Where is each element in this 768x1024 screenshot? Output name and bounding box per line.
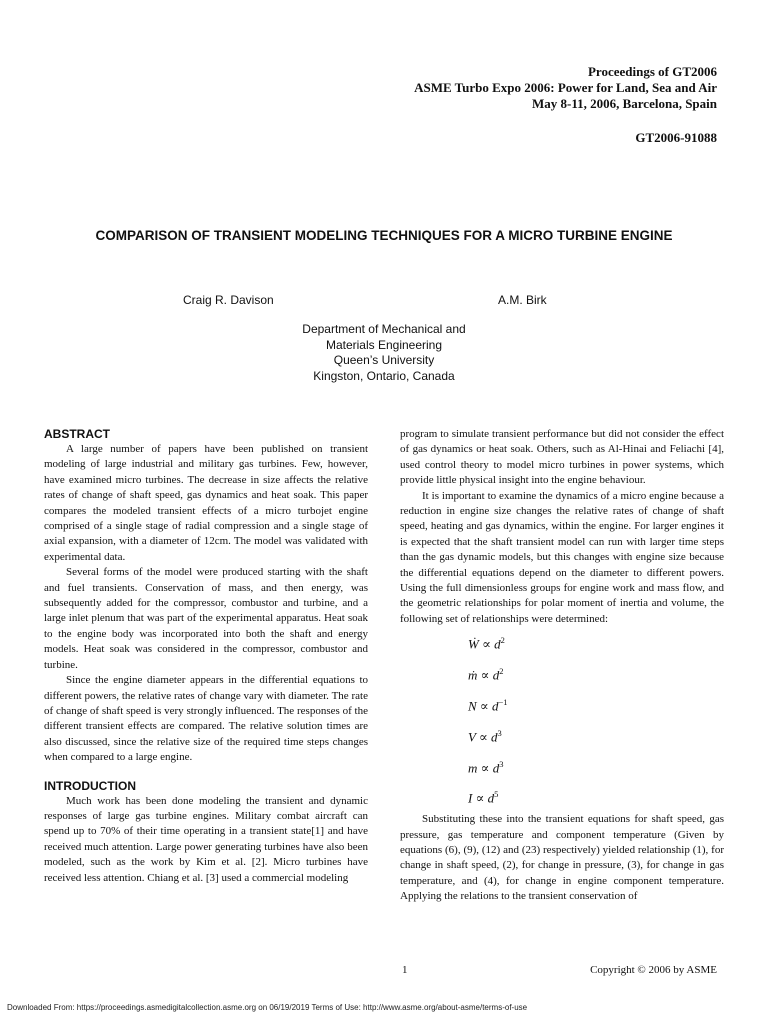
equation: ṁ ∝ $d^2$ xyxy=(468,666,504,683)
right-column xyxy=(400,427,724,905)
equation: $N \propto d^{-1}$ xyxy=(468,696,508,714)
abstract-paragraph: Several forms of the model were produced starting with the shaft and fuel transients. Conservation of mass, and then energy, was subsequently added for the compressor, combustor and turbine, and a large inlet plenum that was part of the experimental apparatus. Heat soak to the engine body was incorporated into both the shaft and energy models. Heat soak was considered in the compressor, combustor and turbine. xyxy=(44,566,368,671)
conference-name: ASME Turbo Expo 2006: Power for Land, Sea and Air xyxy=(414,80,717,95)
equation: Ẇ ∝ $d^2$ xyxy=(468,635,505,652)
abstract-heading: ABSTRACT xyxy=(44,427,110,441)
body-paragraph-continued: program to simulate transient performance but did not consider the effect of gas dynamics or heat soak. Others, such as Al-Hinai and Feliachi [4], used control theory to model micro turbines in power systems, which provide little physical insight into the engine behaviour. xyxy=(400,428,724,487)
conference-dates-location: May 8-11, 2006, Barcelona, Spain xyxy=(531,96,717,111)
proceedings-header xyxy=(414,64,717,112)
affiliation xyxy=(234,322,534,384)
download-notice: Downloaded From: https://proceedings.asmedigitalcollection.asme.org on 06/19/2019 Terms of Use: http://www.asme.org/about-asme/terms-of-use xyxy=(7,1003,528,1012)
abstract-paragraph: A large number of papers have been published on transient modeling of large industrial and military gas turbines. Few, however, have examined micro turbines. The decrease in size affects the relative rates of change of shaft speed, gas dynamics and heat soak. This paper compares the modeled transient effects of a micro turbojet engine comprised of a single stage of radial compression and a single stage of axial expansion, with a diameter of 12cm. The model was validated with experimental data. xyxy=(44,443,368,563)
body-paragraph: It is important to examine the dynamics of a micro engine because a reduction in engine size changes the relative rates of change of shaft speed, heating and gas dynamics, within the engine. For larger engines it is expected that the shaft transient model can run with larger time steps than the gas dynamic models, but this changes with engine size because the differential equations depend on the diameter to different powers. Using the full dimensionless groups for engine work and mass flow, and the geometric relationships for polar moment of inertia and volume, the following set of relationships were determined: xyxy=(400,489,724,625)
copyright-notice: Copyright © 2006 by ASME xyxy=(590,964,717,976)
proceedings-title: Proceedings of GT2006 xyxy=(587,64,717,79)
abstract-paragraph: Since the engine diameter appears in the differential equations to different powers, the relative rates of change vary with diameter. The rate of change of shaft speed is very strongly influenced. The responses of the different transient effects are compared. The relative solution times are also discussed, since the relative size of the required time steps changes when compared to a large engine. xyxy=(44,674,368,764)
equation: $V \propto d^3$ xyxy=(468,727,502,745)
paper-id: GT2006-91088 xyxy=(635,130,717,145)
paper-title: COMPARISON OF TRANSIENT MODELING TECHNIQUES FOR A MICRO TURBINE ENGINE xyxy=(95,228,673,243)
author-1: Craig R. Davison xyxy=(183,293,274,307)
author-2: A.M. Birk xyxy=(498,293,547,307)
introduction-heading: INTRODUCTION xyxy=(44,778,136,793)
equation: $I \propto d^5$ xyxy=(468,789,499,806)
affiliation-line: Materials Engineering xyxy=(325,337,443,352)
left-column xyxy=(44,427,368,886)
page-number: 1 xyxy=(402,964,408,976)
affiliation-line: Department of Mechanical and xyxy=(302,322,466,336)
body-paragraph: Substituting these into the transient equations for shaft speed, gas pressure, gas temperature and component temperature (Given by equations (6), (9), (12) and (23) respectively) yielded relationship (1), for change in shaft speed, (2), for change in pressure, (3), for change in gas temperature, and (4), for change in engine component temperature. Applying the relations to the transient conservation of xyxy=(400,813,724,903)
equation: $m \propto d^3$ xyxy=(468,758,504,775)
affiliation-line: Kingston, Ontario, Canada xyxy=(313,368,455,383)
scaling-equations xyxy=(400,627,724,812)
introduction-paragraph: Much work has been done modeling the transient and dynamic responses of large gas turbine engines. Military combat aircraft can spend up to 70% of their time operating in a transient state[1] and have received much attention. Large power generating turbines have also been modeled, such as the work by Kim et al. [2]. Micro turbines have received less attention. Chiang et al. [3] used a commercial modeling xyxy=(44,794,368,884)
affiliation-line: Queen’s University xyxy=(333,353,435,367)
